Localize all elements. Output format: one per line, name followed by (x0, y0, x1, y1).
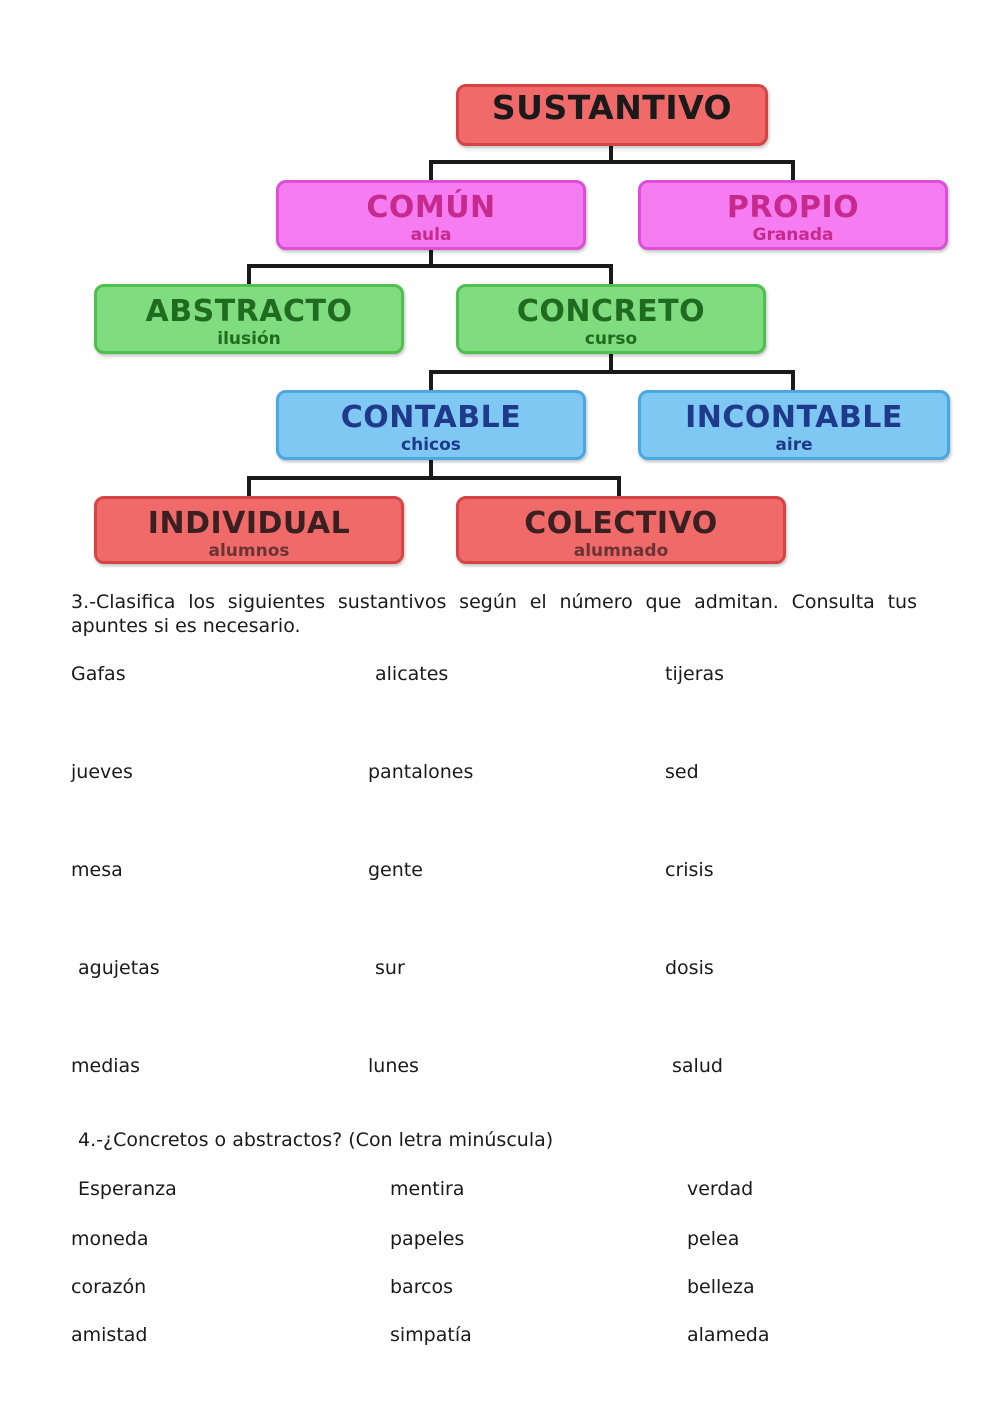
node-title: INDIVIDUAL (147, 506, 351, 541)
exercise-3-word: crisis (665, 859, 714, 881)
exercise-4-word: verdad (687, 1178, 754, 1200)
connector (429, 460, 433, 476)
node-example: aire (775, 435, 813, 455)
exercise-4-word: pelea (687, 1228, 740, 1250)
exercise-4-word: alameda (687, 1324, 770, 1346)
node-title: COMÚN (366, 190, 496, 225)
node-propio (638, 180, 948, 250)
connector (617, 476, 621, 496)
node-title: SUSTANTIVO (491, 88, 733, 127)
node-example: chicos (401, 435, 461, 455)
connector (247, 476, 621, 480)
exercise-4-word: mentira (390, 1178, 465, 1200)
connector (791, 160, 795, 180)
exercise-3-word: mesa (71, 859, 123, 881)
exercise-3-word: agujetas (78, 957, 160, 979)
exercise-4-word: papeles (390, 1228, 465, 1250)
exercise-4-word: Esperanza (78, 1178, 177, 1200)
node-title: COLECTIVO (524, 506, 718, 541)
connector (247, 264, 251, 284)
connector (429, 370, 433, 390)
node-sustantivo (456, 84, 768, 146)
exercise-3-word: Gafas (71, 663, 126, 685)
connector (609, 144, 613, 160)
connector (429, 370, 795, 374)
exercise-4-word: simpatía (390, 1324, 472, 1346)
connector (609, 354, 613, 370)
node-example: aula (410, 225, 452, 245)
node-example: ilusión (217, 329, 281, 349)
exercise-4-instruction: 4.-¿Concretos o abstractos? (Con letra minúscula) (78, 1129, 554, 1151)
node-colectivo (456, 496, 786, 564)
exercise-3-word: salud (672, 1055, 723, 1077)
exercise-3-word: alicates (375, 663, 449, 685)
exercise-4-word: corazón (71, 1276, 147, 1298)
exercise-3-word: medias (71, 1055, 141, 1077)
connector (247, 264, 613, 268)
exercise-4-word: amistad (71, 1324, 148, 1346)
node-example: alumnos (208, 541, 290, 561)
exercise-3-word: pantalones (368, 761, 474, 783)
node-title: INCONTABLE (685, 400, 903, 435)
exercise-3-word: lunes (368, 1055, 419, 1077)
exercise-3-word: sed (665, 761, 699, 783)
node-example: Granada (752, 225, 834, 245)
exercise-4-word: belleza (687, 1276, 755, 1298)
exercise-3-word: dosis (665, 957, 714, 979)
node-title: CONCRETO (516, 294, 706, 329)
exercise-3-word: sur (375, 957, 405, 979)
node-contable (276, 390, 586, 460)
node-example: alumnado (573, 541, 669, 561)
node-individual (94, 496, 404, 564)
connector (609, 264, 613, 284)
connector (429, 160, 433, 180)
connector (791, 370, 795, 390)
exercise-3-instruction: 3.-Clasifica los siguientes sustantivos según el número que admitan. Consulta tus apuntes si es necesario. (71, 591, 917, 637)
node-title: PROPIO (726, 190, 860, 225)
node-comun (276, 180, 586, 250)
node-example: curso (584, 329, 638, 349)
node-title: CONTABLE (340, 400, 522, 435)
node-incontable (638, 390, 950, 460)
connector (247, 476, 251, 496)
connector (429, 160, 795, 164)
exercise-3-word: gente (368, 859, 423, 881)
exercise-3-word: tijeras (665, 663, 725, 685)
exercise-4-word: moneda (71, 1228, 149, 1250)
node-abstracto (94, 284, 404, 354)
noun-classification-diagram (90, 84, 954, 564)
connector (429, 248, 433, 264)
exercise-3-word: jueves (71, 761, 133, 783)
node-concreto (456, 284, 766, 354)
exercise-4-word: barcos (390, 1276, 454, 1298)
node-title: ABSTRACTO (145, 294, 353, 329)
